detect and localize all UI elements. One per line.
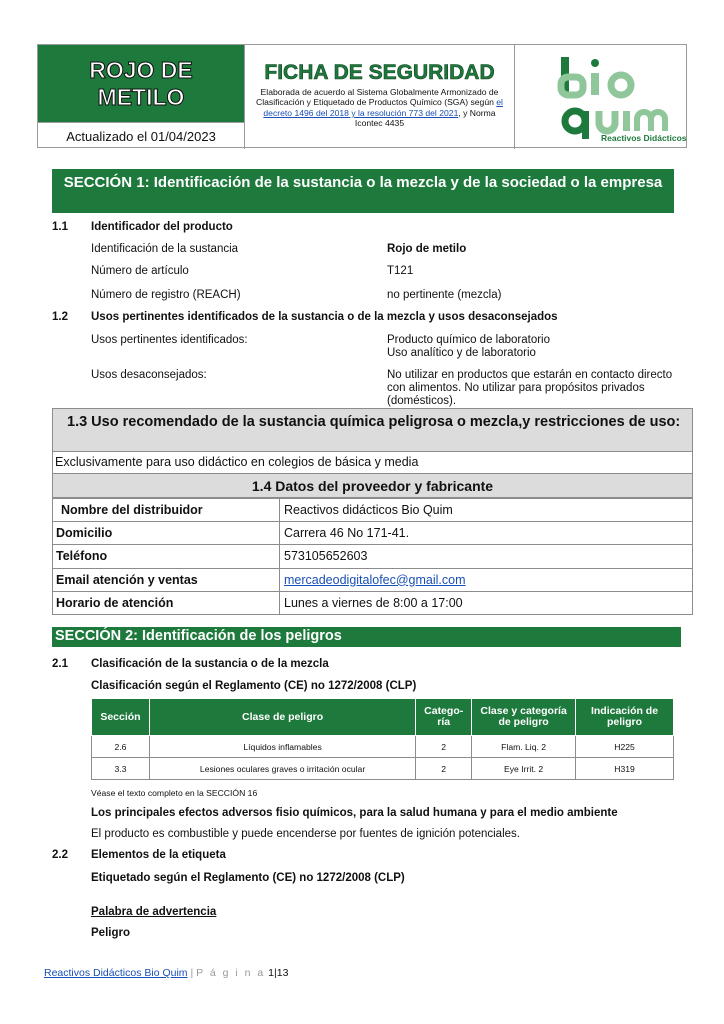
supplier-value-address: Carrera 46 No 171-41. [280, 522, 693, 545]
table-row [53, 568, 693, 591]
cell-class: Lesiones oculares graves o irritación ocular [149, 758, 415, 780]
s11-label-article: Número de artículo [91, 265, 189, 277]
bioquim-logo [515, 45, 688, 149]
table-row [53, 499, 693, 522]
doc-description [245, 87, 514, 129]
supplier-label-address: Domicilio [53, 522, 280, 545]
supplier-label-email: Email atención y ventas [53, 568, 280, 591]
s12-disc-value: No utilizar en productos que estarán en contacto directo con alimentos. No utilizar para propósitos privados (domésticos). [387, 369, 673, 407]
table-row [53, 591, 693, 614]
s12-uses-value-1: Producto químico de laboratorio [387, 334, 551, 346]
s14-title: 1.4 Datos del proveedor y fabricante [52, 474, 693, 498]
s11-number: 1.1 [52, 221, 68, 233]
s11-value-article: T121 [387, 265, 414, 277]
page-footer: Reactivos Didácticos Bio Quim | P á g i n a 1|13 [44, 967, 289, 979]
footer-page-current: 1 [268, 967, 274, 979]
col-header-class: Clase de peligro [149, 699, 415, 736]
s12-uses-label: Usos pertinentes identificados: [91, 334, 248, 346]
table-row [53, 545, 693, 568]
document-header [37, 44, 687, 148]
s11-label-identification: Identificación de la sustancia [91, 243, 239, 255]
col-header-category: Catego-ría [416, 699, 472, 736]
s22-number: 2.2 [52, 849, 68, 861]
hazard-table [91, 698, 674, 780]
s11-value-reach: no pertinente (mezcla) [387, 289, 502, 301]
col-header-class-category: Clase y categoría de peligro [472, 699, 576, 736]
supplier-value-email-cell [280, 568, 693, 591]
substance-name: Rojo de metilo [387, 243, 467, 255]
section1-title: SECCIÓN 1: Identificación de la sustancia o la mezcla y de la sociedad o la empresa [52, 169, 674, 213]
s12-disc-label: Usos desaconsejados: [91, 369, 207, 381]
s22-regulation: Etiquetado según el Reglamento (CE) no 1272/2008 (CLP) [91, 872, 405, 884]
s12-uses-value-2: Uso analítico y de laboratorio [387, 347, 536, 359]
table-row [53, 522, 693, 545]
supplier-label-phone: Teléfono [53, 545, 280, 568]
table-row [92, 758, 674, 780]
cell-class-category: Eye Irrit. 2 [472, 758, 576, 780]
decree-link[interactable]: el decreto 1496 del 2018 y la resolución 773 del 2021 [263, 97, 503, 118]
cell-class: Líquidos inflamables [149, 736, 415, 758]
s21-number: 2.1 [52, 658, 68, 670]
col-header-hazard-statement: Indicación de peligro [576, 699, 674, 736]
hazard-table-header [92, 699, 674, 736]
cell-section: 3.3 [92, 758, 150, 780]
email-link[interactable]: mercadeodigitalofec@gmail.com [284, 572, 466, 587]
footer-company-link[interactable]: Reactivos Didácticos Bio Quim [44, 967, 188, 979]
s12-number: 1.2 [52, 311, 68, 323]
section2-title: SECCIÓN 2: Identificación de los peligros [52, 627, 681, 647]
s11-title: Identificador del producto [91, 221, 233, 233]
header-center [244, 45, 515, 149]
doc-title: FICHA DE SEGURIDAD [264, 61, 495, 84]
signal-word-label: Palabra de advertencia [91, 906, 217, 918]
cell-section: 2.6 [92, 736, 150, 758]
cell-class-category: Flam. Liq. 2 [472, 736, 576, 758]
desc-part2: , y Norma Icontec 4435 [354, 107, 496, 129]
desc-part1: Elaborada de acuerdo al Sistema Globalmente Armonizado de Clasificación y Etiquetado de Productos Químico (SGA) según [256, 87, 499, 108]
product-name-box [38, 45, 244, 122]
supplier-table [52, 498, 693, 615]
s21-note: Véase el texto completo en la SECCIÓN 16 [91, 788, 258, 798]
s22-title: Elementos de la etiqueta [91, 849, 226, 861]
cell-hazard-statement: H225 [576, 736, 674, 758]
supplier-value-name: Reactivos didácticos Bio Quim [280, 499, 693, 522]
signal-word-value: Peligro [91, 927, 130, 939]
supplier-value-hours: Lunes a viernes de 8:00 a 17:00 [280, 591, 693, 614]
s13-title: 1.3 Uso recomendado de la sustancia química peligrosa o mezcla,y restricciones de uso: [52, 408, 693, 452]
updated-date: Actualizado el 01/04/2023 [38, 122, 244, 149]
footer-page-total: 13 [276, 967, 289, 979]
footer-separator: | [190, 967, 194, 979]
logo-tagline: Reactivos Didácticos [601, 133, 687, 143]
s21-title: Clasificación de la sustancia o de la mezcla [91, 658, 329, 670]
cell-category: 2 [416, 758, 472, 780]
s11-label-reach: Número de registro (REACH) [91, 289, 241, 301]
supplier-label-name: Nombre del distribuidor [53, 499, 280, 522]
cell-category: 2 [416, 736, 472, 758]
footer-page-label: P á g i n a [196, 967, 266, 979]
table-row [92, 736, 674, 758]
col-header-section: Sección [92, 699, 150, 736]
s21-regulation: Clasificación según el Reglamento (CE) no 1272/2008 (CLP) [91, 680, 417, 692]
s11-value-identification [387, 243, 687, 256]
supplier-label-hours: Horario de atención [53, 591, 280, 614]
s12-uses-value [387, 334, 687, 360]
cell-hazard-statement: H319 [576, 758, 674, 780]
effects-text: El producto es combustible y puede encenderse por fuentes de ignición potenciales. [91, 828, 520, 840]
s13-text: Exclusivamente para uso didáctico en colegios de básica y media [52, 452, 693, 474]
effects-title: Los principales efectos adversos fisio químicos, para la salud humana y para el medio ambiente [91, 807, 618, 819]
supplier-value-phone: 573105652603 [280, 545, 693, 568]
s12-title: Usos pertinentes identificados de la sustancia o de la mezcla y usos desaconsejados [91, 311, 558, 323]
product-name: ROJO DE METILO [89, 56, 193, 110]
